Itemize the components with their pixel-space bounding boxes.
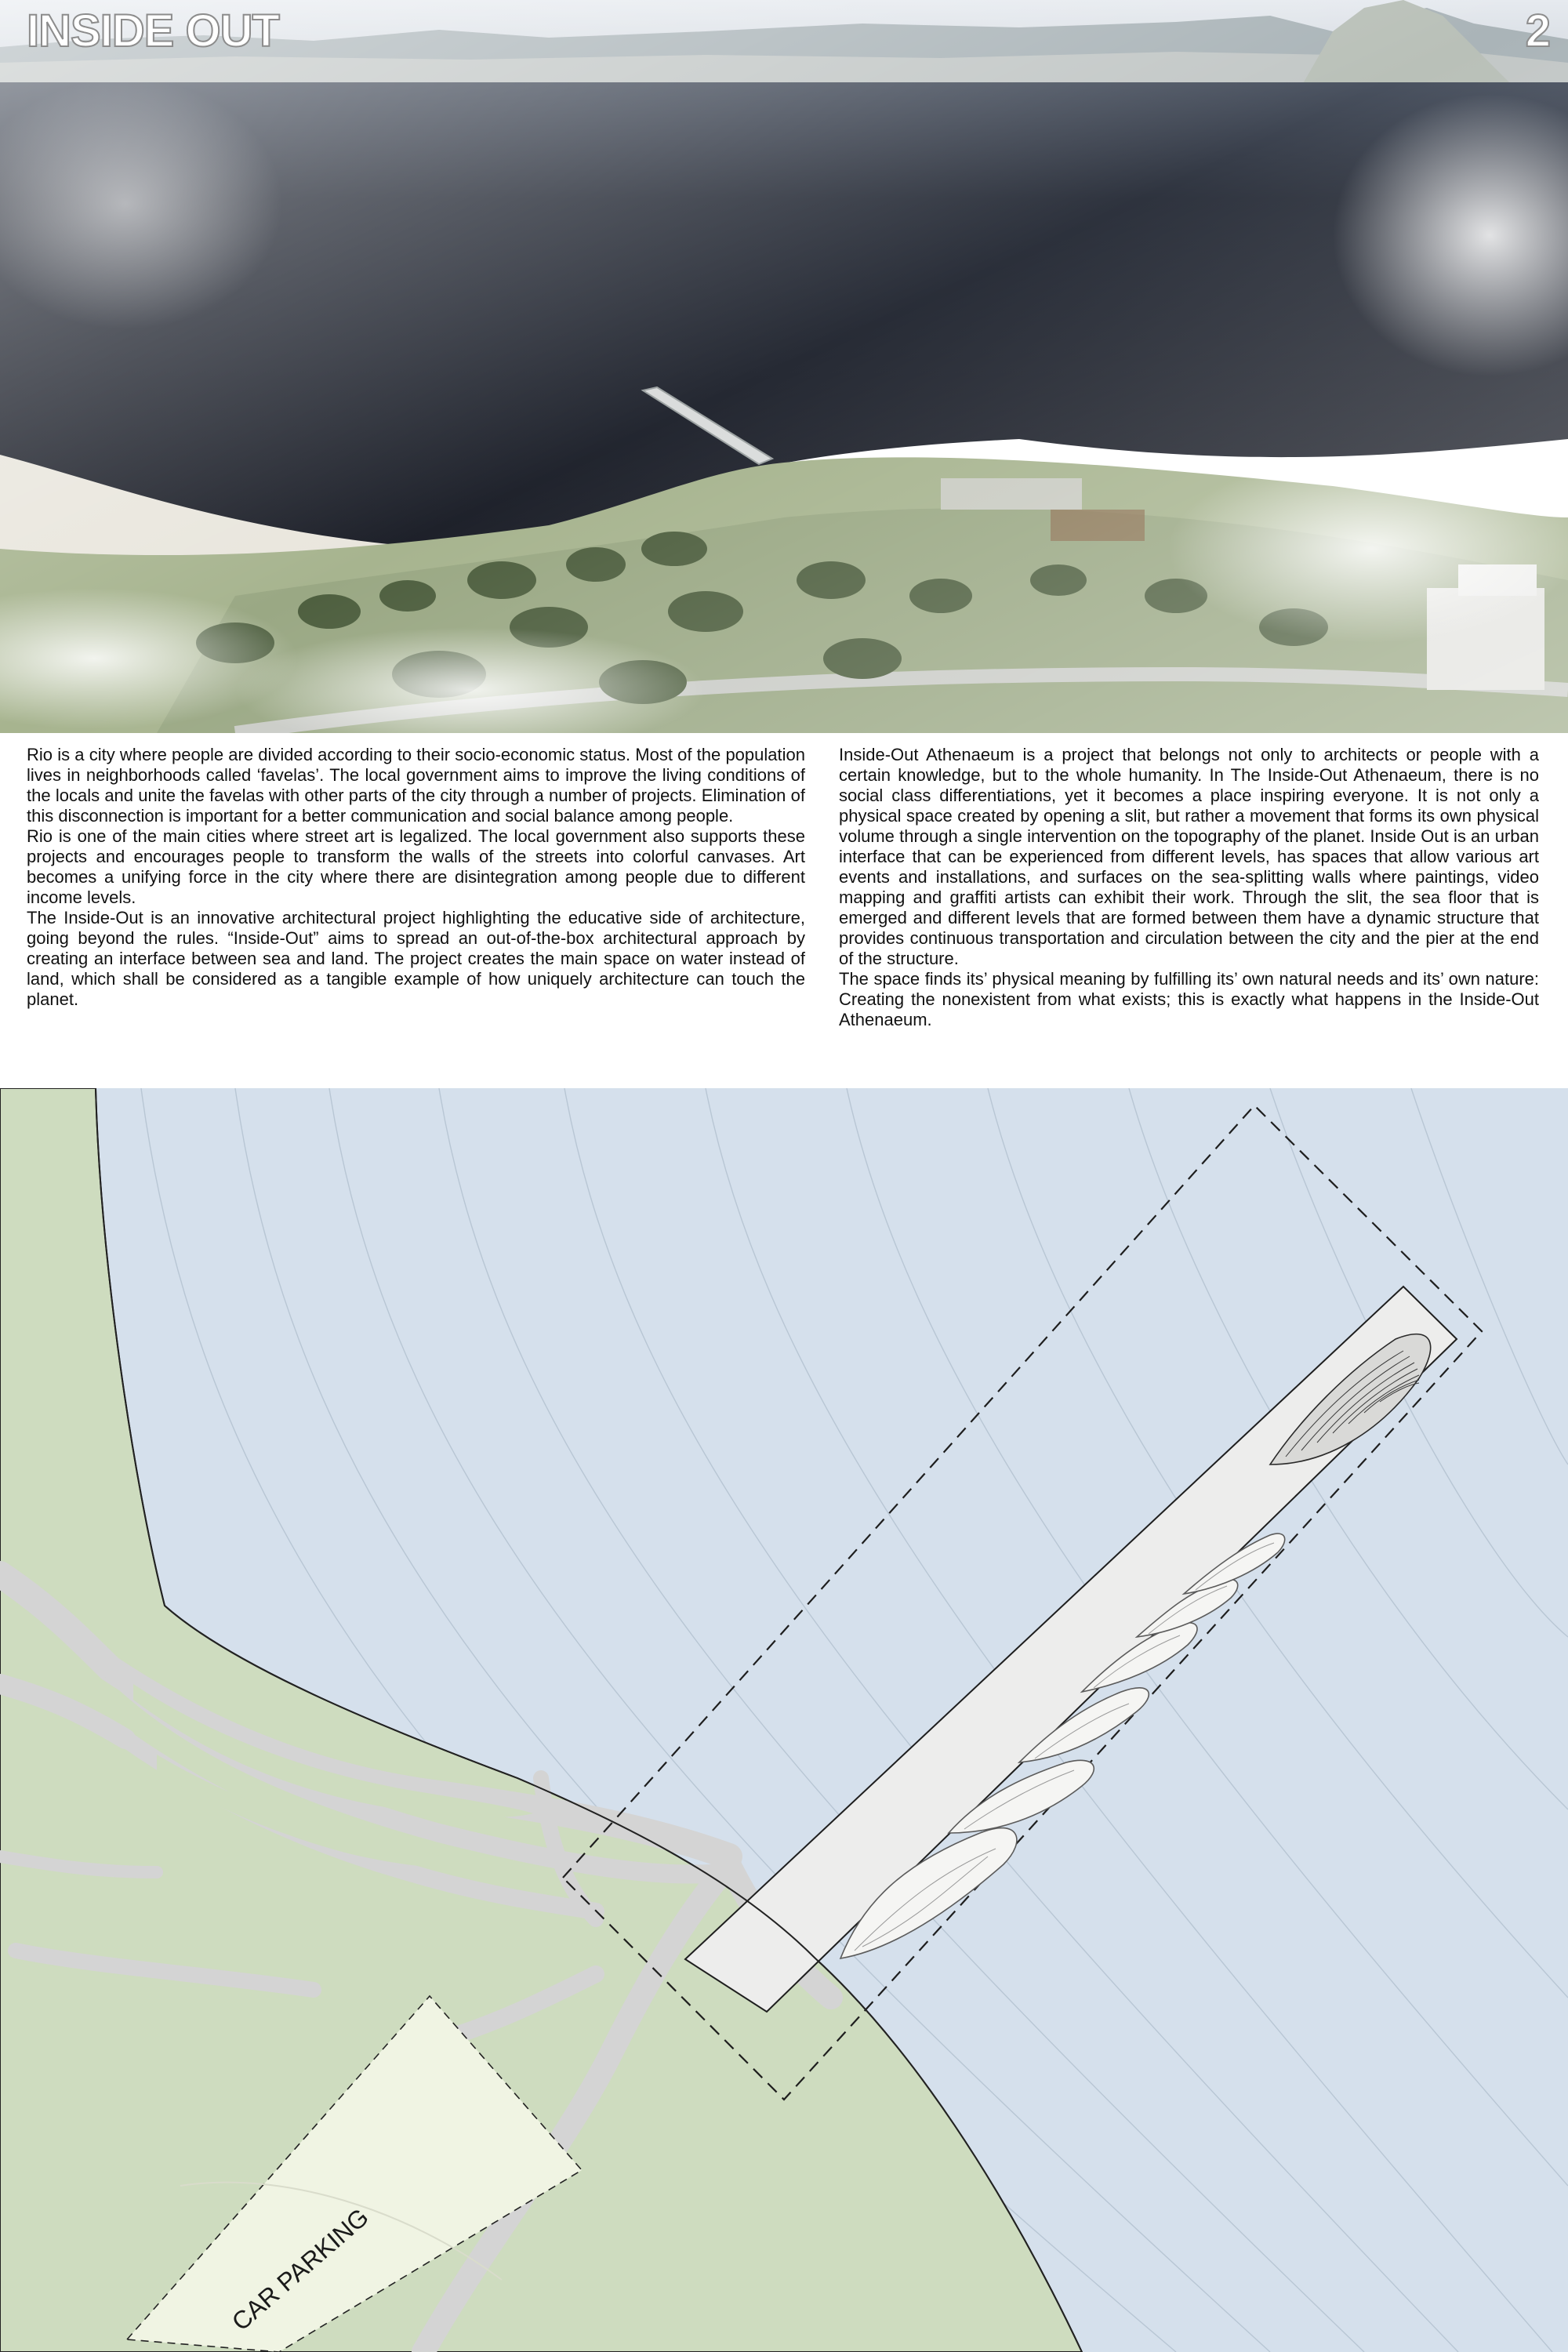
paragraph: Rio is one of the main cities where street art is legalized. The local government also supports these projects and encourages people to transform the walls of the streets into colorful canvases. Art becomes a unifying force in the city where there are disintegration among people due to different income levels. [27, 826, 805, 907]
site-plan-drawing [0, 1088, 1568, 2352]
aerial-render [0, 0, 1568, 733]
right-text-column [839, 745, 1539, 1074]
site-plan [0, 1088, 1568, 2352]
aerial-render-image [0, 0, 1568, 733]
paragraph: The Inside-Out is an innovative architectural project highlighting the educative side of architecture, going beyond the rules. “Inside-Out” aims to spread an out-of-the-box architectural approach by creating an interface between sea and land. The project creates the main space on water instead of land, which shall be considered as a tangible example of how uniquely architecture can touch the planet. [27, 908, 805, 1009]
paragraph: Rio is a city where people are divided according to their socio-economic status. Most of the population lives in neighborhoods called ‘favelas’. The local government aims to improve the living conditions of the locals and unite the favelas with other parts of the city through a number of projects. Elimination of this disconnection is important for a better communication and social balance among people. [27, 745, 805, 826]
page-number: 2 [1525, 5, 1551, 56]
paragraph: The space finds its’ physical meaning by fulfilling its’ own natural needs and its’ own nature: Creating the nonexistent from what exists; this is exactly what happens in the Inside-Out Athenaeum. [839, 969, 1539, 1029]
car-parking-label: CAR PARKING [226, 2202, 374, 2336]
sheet-title: INSIDE OUT [27, 5, 279, 56]
paragraph: Inside-Out Athenaeum is a project that belongs not only to architects or people with a certain knowledge, but to the whole humanity. In The Inside-Out Athenaeum, there is no social class differentiations, yet it becomes a place inspiring everyone. It is not only a physical space created by opening a slit, but rather a movement that forms its own physical volume through a single intervention on the topography of the planet. Inside Out is an urban interface that can be experienced from different levels, has spaces that allow various art events and installations, and surfaces on the sea-splitting walls where paintings, video mapping and graffiti artists can exhibit their work. Through the slit, the sea floor that is emerged and different levels that are formed between them have a dynamic structure that provides continuous transportation and circulation between the city and the pier at the end of the structure. [839, 745, 1539, 968]
left-text-column [27, 745, 805, 1074]
